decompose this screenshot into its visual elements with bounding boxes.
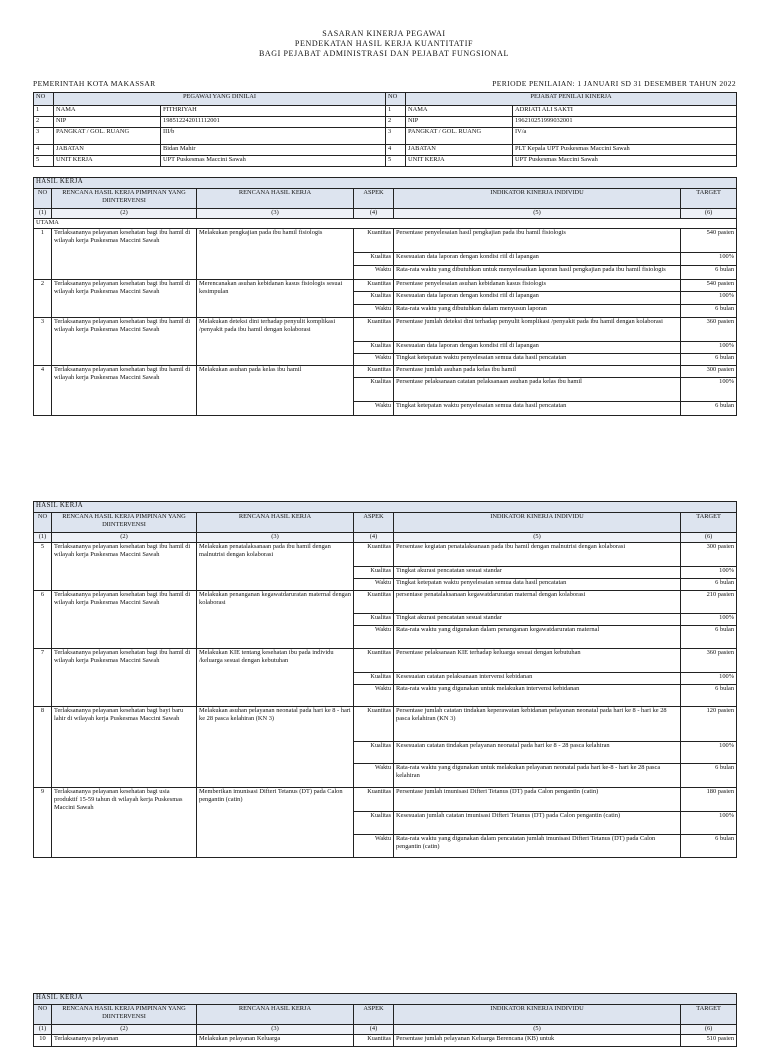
target-row bbox=[34, 229, 737, 253]
field-value: ADRIATI ALI SAKTI bbox=[513, 106, 737, 117]
column-number-row bbox=[34, 533, 737, 543]
aspect-time: Waktu bbox=[354, 402, 394, 416]
target-value: 510 pasien bbox=[681, 1035, 737, 1047]
section-title: HASIL KERJA bbox=[34, 502, 737, 513]
target-value: 6 bulan bbox=[681, 685, 737, 707]
aspect-time: Waktu bbox=[354, 354, 394, 366]
indicator: Persentase jumlah pelayanan Keluarga Berencana (KB) untuk bbox=[394, 1035, 681, 1047]
column-number: (3) bbox=[197, 1025, 354, 1035]
col-no-header: NO bbox=[34, 189, 52, 209]
indicator: Rata-rata waktu yang dibutuhkan dalam menyusun laporan bbox=[394, 305, 681, 318]
indicator: Tingkat ketepatan waktu penyelesaian semua data hasil pencatatan bbox=[394, 579, 681, 591]
column-header-row bbox=[34, 513, 737, 533]
indicator: Kesesuaian catatan pelaksanaan intervensi kebidanan bbox=[394, 673, 681, 685]
indicator: Persentase jumlah deteksi dini terhadap penyulit komplikasi /penyakit pada ibu hamil dengan kolaborasi bbox=[394, 318, 681, 342]
target-value: 100% bbox=[681, 614, 737, 626]
indicator: Rata-rata waktu yang dibutuhkan untuk menyelesaikan laporan hasil pengkajian pada ibu hamil fisiologis bbox=[394, 266, 681, 280]
row-number: 3 bbox=[34, 128, 54, 145]
indicator: Kesesuaian data laporan dengan kondisi riil di lapangan bbox=[394, 342, 681, 354]
section-title: HASIL KERJA bbox=[34, 178, 737, 189]
target-value: 6 bulan bbox=[681, 402, 737, 416]
target-row bbox=[34, 543, 737, 567]
assessment-period: PERIODE PENILAIAN: 1 JANUARI SD 31 DESEMBER TAHUN 2022 bbox=[492, 79, 736, 88]
column-number: (2) bbox=[52, 209, 197, 219]
field-label: JABATAN bbox=[54, 145, 161, 156]
aspect-quantity: Kuantitas bbox=[354, 788, 394, 812]
column-number: (5) bbox=[394, 209, 681, 219]
hasil-kerja-table-3 bbox=[33, 993, 737, 1047]
evaluated-employee-header: PEGAWAI YANG DINILAI bbox=[54, 93, 386, 106]
row-number: 2 bbox=[386, 117, 406, 128]
aspect-quality: Kualitas bbox=[354, 614, 394, 626]
no-header: NO bbox=[386, 93, 406, 106]
target-value: 300 pasien bbox=[681, 366, 737, 378]
field-label: NIP bbox=[406, 117, 513, 128]
col-no-header: NO bbox=[34, 513, 52, 533]
section-row bbox=[34, 502, 737, 513]
field-value: UPT Puskesmas Maccini Sawah bbox=[513, 156, 737, 167]
indicator: Rata-rata waktu yang digunakan dalam penanganan kegawatdaruratan maternal bbox=[394, 626, 681, 649]
column-number: (3) bbox=[197, 533, 354, 543]
aspect-time: Waktu bbox=[354, 835, 394, 858]
col-aspect-header: ASPEK bbox=[354, 513, 394, 533]
target-row bbox=[34, 788, 737, 812]
work-plan: Melakukan asuhan pada kelas ibu hamil bbox=[197, 366, 354, 416]
aspect-quality: Kualitas bbox=[354, 742, 394, 764]
column-number: (3) bbox=[197, 209, 354, 219]
field-label: NIP bbox=[54, 117, 161, 128]
target-row bbox=[34, 280, 737, 292]
col-target-header: TARGET bbox=[681, 189, 737, 209]
item-number: 1 bbox=[34, 229, 52, 280]
utama-label: UTAMA bbox=[34, 219, 737, 229]
doc-title-2: PENDEKATAN HASIL KERJA KUANTITATIF bbox=[294, 39, 474, 48]
field-value: 198512242011112001 bbox=[161, 117, 386, 128]
aspect-quantity: Kuantitas bbox=[354, 707, 394, 742]
field-value: 196210251999032001 bbox=[513, 117, 737, 128]
aspect-quantity: Kuantitas bbox=[354, 366, 394, 378]
indicator: Kesesuaian jumlah catatan imunisasi Difteri Tetanus (DT) pada Calon pengantin (catin) bbox=[394, 812, 681, 835]
target-value: 100% bbox=[681, 812, 737, 835]
aspect-quantity: Kuantitas bbox=[354, 280, 394, 292]
aspect-quality: Kualitas bbox=[354, 292, 394, 305]
aspect-quantity: Kuantitas bbox=[354, 649, 394, 673]
indicator: Tingkat ketepatan waktu penyelesaian semua data hasil pencatatan bbox=[394, 354, 681, 366]
identity-row bbox=[34, 106, 737, 117]
row-number: 5 bbox=[34, 156, 54, 167]
identity-row bbox=[34, 156, 737, 167]
target-row bbox=[34, 1035, 737, 1047]
leader-work-plan: Terlaksananya pelayanan bbox=[52, 1035, 197, 1047]
identity-row bbox=[34, 145, 737, 156]
section-row bbox=[34, 178, 737, 189]
column-number: (6) bbox=[681, 209, 737, 219]
indicator: Rata-rata waktu yang digunakan dalam pencatatan jumlah imunisasi Difteri Tetanus (DT) pada Calon pengantin (catin) bbox=[394, 835, 681, 858]
field-value: UPT Puskesmas Maccini Sawah bbox=[161, 156, 386, 167]
target-value: 180 pasien bbox=[681, 788, 737, 812]
target-value: 360 pasien bbox=[681, 318, 737, 342]
indicator: Kesesuaian catatan tindakan pelayanan neonatal pada hari ke 8 - 28 pasca kelahiran bbox=[394, 742, 681, 764]
target-value: 540 pasien bbox=[681, 229, 737, 253]
target-row bbox=[34, 591, 737, 614]
indicator: persentase penatalaksanaan kegawatdaruratan maternal dengan kolaborasi bbox=[394, 591, 681, 614]
aspect-quality: Kualitas bbox=[354, 342, 394, 354]
leader-work-plan: Terlaksananya pelayanan kesehatan bagi ibu hamil di wilayah kerja Puskesmas Maccini Sawah bbox=[52, 649, 197, 707]
aspect-quantity: Kuantitas bbox=[354, 591, 394, 614]
leader-work-plan: Terlaksananya pelayanan kesehatan bagi bayi baru lahir di wilayah kerja Puskesmas Maccini Sawah bbox=[52, 707, 197, 788]
aspect-quantity: Kuantitas bbox=[354, 1035, 394, 1047]
field-value: PLT Kepala UPT Puskesmas Maccini Sawah bbox=[513, 145, 737, 156]
aspect-time: Waktu bbox=[354, 579, 394, 591]
field-value: FITHRIYAH bbox=[161, 106, 386, 117]
field-label: UNIT KERJA bbox=[54, 156, 161, 167]
aspect-quantity: Kuantitas bbox=[354, 543, 394, 567]
work-plan: Merencanakan asuhan kebidanan kasus fisiologis sesuai kesimpulan bbox=[197, 280, 354, 318]
aspect-time: Waktu bbox=[354, 305, 394, 318]
target-value: 100% bbox=[681, 342, 737, 354]
column-number-row bbox=[34, 209, 737, 219]
identity-row bbox=[34, 117, 737, 128]
column-number: (4) bbox=[354, 1025, 394, 1035]
column-number: (1) bbox=[34, 1025, 52, 1035]
leader-work-plan: Terlaksananya pelayanan kesehatan bagi ibu hamil di wilayah kerja Puskesmas Maccini Sawah bbox=[52, 318, 197, 366]
indicator: Persentase jumlah asuhan pada kelas ibu hamil bbox=[394, 366, 681, 378]
aspect-time: Waktu bbox=[354, 685, 394, 707]
target-value: 6 bulan bbox=[681, 579, 737, 591]
aspect-quality: Kualitas bbox=[354, 673, 394, 685]
target-value: 100% bbox=[681, 673, 737, 685]
leader-work-plan: Terlaksananya pelayanan kesehatan bagi ibu hamil di wilayah kerja Puskesmas Maccini Sawah bbox=[52, 591, 197, 649]
indicator: Tingkat akurasi pencatatan sesuai standar bbox=[394, 614, 681, 626]
col-leader-header: RENCANA HASIL KERJA PIMPINAN YANG DIINTERVENSI bbox=[52, 513, 197, 533]
target-value: 6 bulan bbox=[681, 266, 737, 280]
hasil-kerja-table-2 bbox=[33, 501, 737, 858]
leader-work-plan: Terlaksananya pelayanan kesehatan bagi ibu hamil di wilayah kerja Puskesmas Maccini Sawah bbox=[52, 366, 197, 416]
work-plan: Melakukan deteksi dini terhadap penyulit komplikasi /penyakit pada ibu hamil dengan kolaborasi bbox=[197, 318, 354, 366]
evaluator-header: PEJABAT PENILAI KINERJA bbox=[406, 93, 737, 106]
work-plan: Melakukan pengkajian pada ibu hamil fisiologis bbox=[197, 229, 354, 280]
aspect-time: Waktu bbox=[354, 626, 394, 649]
col-indicator-header: INDIKATOR KINERJA INDIVIDU bbox=[394, 1005, 681, 1025]
section-row bbox=[34, 994, 737, 1005]
target-value: 100% bbox=[681, 742, 737, 764]
indicator: Tingkat ketepatan waktu penyelesaian semua data hasil pencatatan bbox=[394, 402, 681, 416]
col-rhk-header: RENCANA HASIL KERJA bbox=[197, 1005, 354, 1025]
utama-row bbox=[34, 219, 737, 229]
column-header-row bbox=[34, 189, 737, 209]
indicator: Kesesuaian data laporan dengan kondisi riil di lapangan bbox=[394, 292, 681, 305]
field-label: NAMA bbox=[54, 106, 161, 117]
col-target-header: TARGET bbox=[681, 513, 737, 533]
target-value: 6 bulan bbox=[681, 835, 737, 858]
row-number: 4 bbox=[386, 145, 406, 156]
target-value: 210 pasien bbox=[681, 591, 737, 614]
target-value: 120 pasien bbox=[681, 707, 737, 742]
indicator: Tingkat akurasi pencatatan sesuai standar bbox=[394, 567, 681, 579]
row-number: 4 bbox=[34, 145, 54, 156]
target-value: 100% bbox=[681, 567, 737, 579]
aspect-quality: Kualitas bbox=[354, 378, 394, 402]
col-no-header: NO bbox=[34, 1005, 52, 1025]
col-leader-header: RENCANA HASIL KERJA PIMPINAN YANG DIINTERVENSI bbox=[52, 1005, 197, 1025]
work-plan: Melakukan penanganan kegawatdaruratan maternal dengan kolaborasi bbox=[197, 591, 354, 649]
column-number: (5) bbox=[394, 533, 681, 543]
leader-work-plan: Terlaksananya pelayanan kesehatan bagi ibu hamil di wilayah kerja Puskesmas Maccini Sawah bbox=[52, 543, 197, 591]
target-value: 540 pasien bbox=[681, 280, 737, 292]
column-header-row bbox=[34, 1005, 737, 1025]
target-value: 6 bulan bbox=[681, 626, 737, 649]
work-plan: Memberikan imunisasi Difteri Tetanus (DT) pada Calon pengantin (catin) bbox=[197, 788, 354, 858]
col-leader-header: RENCANA HASIL KERJA PIMPINAN YANG DIINTERVENSI bbox=[52, 189, 197, 209]
row-number: 3 bbox=[386, 128, 406, 145]
target-value: 100% bbox=[681, 378, 737, 402]
column-number: (1) bbox=[34, 533, 52, 543]
column-number: (6) bbox=[681, 1025, 737, 1035]
target-value: 6 bulan bbox=[681, 764, 737, 788]
meta-row bbox=[33, 79, 736, 88]
item-number: 5 bbox=[34, 543, 52, 591]
indicator: Persentase jumlah imunisasi Difteri Tetanus (DT) pada Calon pengantin (catin) bbox=[394, 788, 681, 812]
aspect-quantity: Kuantitas bbox=[354, 318, 394, 342]
item-number: 10 bbox=[34, 1035, 52, 1047]
column-number: (2) bbox=[52, 533, 197, 543]
column-number: (2) bbox=[52, 1025, 197, 1035]
item-number: 8 bbox=[34, 707, 52, 788]
indicator: Rata-rata waktu yang digunakan untuk melakukan pelayanan neonatal pada hari ke-8 - hari ke 28 pasca kelahiran bbox=[394, 764, 681, 788]
column-number: (5) bbox=[394, 1025, 681, 1035]
target-row bbox=[34, 707, 737, 742]
row-number: 1 bbox=[34, 106, 54, 117]
leader-work-plan: Terlaksananya pelayanan kesehatan bagi ibu hamil di wilayah kerja Puskesmas Maccini Sawah bbox=[52, 280, 197, 318]
field-value: III/b bbox=[161, 128, 386, 145]
column-number: (6) bbox=[681, 533, 737, 543]
field-label: PANGKAT / GOL. RUANG bbox=[54, 128, 161, 145]
field-label: PANGKAT / GOL. RUANG bbox=[406, 128, 513, 145]
indicator: Persentase pelaksanaan KIE terhadap keluarga sesuai dengan kebutuhan bbox=[394, 649, 681, 673]
aspect-quality: Kualitas bbox=[354, 812, 394, 835]
row-number: 1 bbox=[386, 106, 406, 117]
target-value: 100% bbox=[681, 253, 737, 266]
col-aspect-header: ASPEK bbox=[354, 1005, 394, 1025]
target-value: 6 bulan bbox=[681, 354, 737, 366]
org-name: PEMERINTAH KOTA MAKASSAR bbox=[33, 79, 156, 88]
field-label: NAMA bbox=[406, 106, 513, 117]
item-number: 3 bbox=[34, 318, 52, 366]
target-row bbox=[34, 318, 737, 342]
work-plan: Melakukan penatalaksanaan pada ibu hamil dengan malnutrisi dengan kolaborasi bbox=[197, 543, 354, 591]
field-value: IV/a bbox=[513, 128, 737, 145]
hasil-kerja-table-1 bbox=[33, 177, 737, 416]
item-number: 9 bbox=[34, 788, 52, 858]
leader-work-plan: Terlaksananya pelayanan kesehatan bagi ibu hamil di wilayah kerja Puskesmas Maccini Sawah bbox=[52, 229, 197, 280]
aspect-quality: Kualitas bbox=[354, 567, 394, 579]
identity-table bbox=[33, 92, 737, 167]
leader-work-plan: Terlaksananya pelayanan kesehatan bagi usia produktif 15-59 tahun di wilayah kerja Puskesmas Maccini Sawah bbox=[52, 788, 197, 858]
work-plan: Melakukan pelayanan Keluarga bbox=[197, 1035, 354, 1047]
column-number: (1) bbox=[34, 209, 52, 219]
target-value: 300 pasien bbox=[681, 543, 737, 567]
col-indicator-header: INDIKATOR KINERJA INDIVIDU bbox=[394, 513, 681, 533]
aspect-quality: Kualitas bbox=[354, 253, 394, 266]
item-number: 6 bbox=[34, 591, 52, 649]
field-label: UNIT KERJA bbox=[406, 156, 513, 167]
indicator: Persentase penyelesaian asuhan kebidanan kasus fisiologis bbox=[394, 280, 681, 292]
aspect-quantity: Kuantitas bbox=[354, 229, 394, 253]
doc-title-3: BAGI PEJABAT ADMINISTRASI DAN PEJABAT FUNGSIONAL bbox=[258, 49, 510, 58]
item-number: 4 bbox=[34, 366, 52, 416]
column-number: (4) bbox=[354, 209, 394, 219]
work-plan: Melakukan asuhan pelayanan neonatal pada hari ke 8 - hari ke 28 pasca kelahiran (KN 3) bbox=[197, 707, 354, 788]
col-target-header: TARGET bbox=[681, 1005, 737, 1025]
target-row bbox=[34, 649, 737, 673]
doc-title-1: SASARAN KINERJA PEGAWAI bbox=[322, 29, 446, 38]
column-number-row bbox=[34, 1025, 737, 1035]
column-number: (4) bbox=[354, 533, 394, 543]
item-number: 7 bbox=[34, 649, 52, 707]
field-value: Bidan Mahir bbox=[161, 145, 386, 156]
indicator: Persentase kegiatan penatalaksanaan pada ibu hamil dengan malnutrisi dengan kolaborasi bbox=[394, 543, 681, 567]
row-number: 2 bbox=[34, 117, 54, 128]
target-value: 6 bulan bbox=[681, 305, 737, 318]
target-value: 360 pasien bbox=[681, 649, 737, 673]
indicator: Kesesuaian data laporan dengan kondisi riil di lapangan bbox=[394, 253, 681, 266]
col-indicator-header: INDIKATOR KINERJA INDIVIDU bbox=[394, 189, 681, 209]
field-label: JABATAN bbox=[406, 145, 513, 156]
row-number: 5 bbox=[386, 156, 406, 167]
item-number: 2 bbox=[34, 280, 52, 318]
identity-header-row bbox=[34, 93, 737, 106]
indicator: Persentase jumlah catatan tindakan keperawatan kebidanan pelayanan neonatal pada hari ke 8 - hari ke 28 pasca kelahiran (KN 3) bbox=[394, 707, 681, 742]
no-header: NO bbox=[34, 93, 54, 106]
indicator: Persentase pelaksanaan catatan pelaksanaan asuhan pada kelas ibu hamil bbox=[394, 378, 681, 402]
target-row bbox=[34, 366, 737, 378]
work-plan: Melakukan KIE tentang kesehatan ibu pada individu /keluarga sesuai dengan kebutuhan bbox=[197, 649, 354, 707]
section-title: HASIL KERJA bbox=[34, 994, 737, 1005]
indicator: Persentase penyelesaian hasil pengkajian pada ibu hamil fisiologis bbox=[394, 229, 681, 253]
target-value: 100% bbox=[681, 292, 737, 305]
indicator: Rata-rata waktu yang digunakan untuk melakukan intervensi kebidanan bbox=[394, 685, 681, 707]
aspect-time: Waktu bbox=[354, 764, 394, 788]
col-rhk-header: RENCANA HASIL KERJA bbox=[197, 189, 354, 209]
aspect-time: Waktu bbox=[354, 266, 394, 280]
identity-row bbox=[34, 128, 737, 145]
col-rhk-header: RENCANA HASIL KERJA bbox=[197, 513, 354, 533]
col-aspect-header: ASPEK bbox=[354, 189, 394, 209]
